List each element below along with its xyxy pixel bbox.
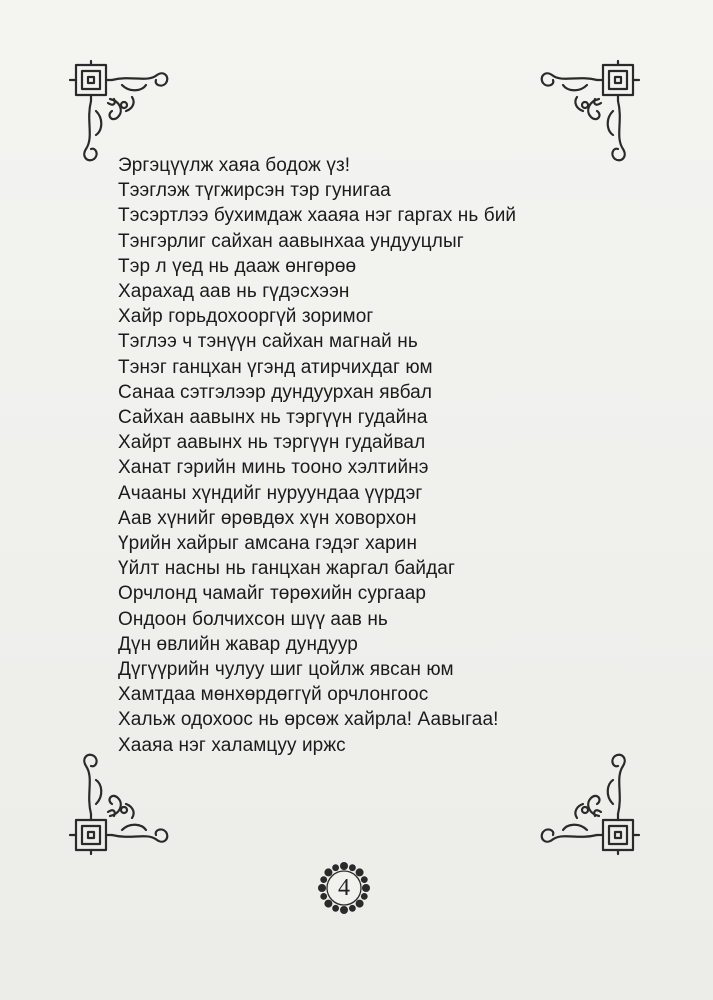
poem-line: Үйлт насны нь ганцхан жаргал байдаг — [118, 558, 455, 580]
page-number: 4 — [338, 875, 350, 901]
poem-line: Тэсэртлээ бухимдаж хааяа нэг гаргах нь бий — [118, 205, 517, 227]
poem-line: Орчлонд чамайг төрөхийн сургаар — [118, 583, 427, 605]
poem-line: Тэглээ ч тэнүүн сайхан магнай нь — [118, 331, 418, 353]
poem-line: Санаа сэтгэлээр дундуурхан явбал — [118, 381, 433, 403]
poem-line: Сайхан аавынх нь тэргүүн гудайна — [118, 407, 428, 429]
poem-line: Ондоон болчихсон шүү аав нь — [118, 608, 388, 630]
poem-line: Хамтдаа мөнхөрдөггүй орчлонгоос — [118, 684, 429, 706]
poem-line: Харахад аав нь гүдэсхээн — [118, 281, 350, 303]
poem-line: Ханат гэрийн минь тооно хэлтийнэ — [118, 457, 429, 479]
ornament-bottom-left — [62, 740, 182, 860]
poem-line: Дүн өвлийн жавар дундуур — [118, 633, 358, 655]
poem-line: Хайр горьдохооргүй зоримог — [118, 306, 374, 328]
poem-line: Хальж одохоос нь өрсөж хайрла! Аавыгаа! — [118, 709, 499, 731]
poem-line: Тэр л үед нь дааж өнгөрөө — [118, 255, 357, 277]
poem-line: Тэнэг ганцхан үгэнд атирчихдаг юм — [118, 356, 433, 378]
poem-text — [118, 153, 588, 758]
poem-line: Аав хүнийг өрөвдөх хүн ховорхон — [118, 507, 417, 529]
poem-line: Дүгүүрийн чулуу шиг цойлж явсан юм — [118, 659, 454, 681]
poem-line: Хааяа нэг халамцуу иржс — [118, 734, 346, 756]
page-number-badge — [316, 860, 372, 916]
poem-line: Хайрт аавынх нь тэргүүн гудайвал — [118, 432, 426, 454]
poem-line: Тээглэж түгжирсэн тэр гунигаа — [118, 180, 391, 202]
ornament-bottom-right — [527, 740, 647, 860]
poem-line: Тэнгэрлиг сайхан аавынхаа ундууцлыг — [118, 230, 464, 252]
poem-line: Үрийн хайрыг амсана гэдэг харин — [118, 533, 418, 555]
poem-line: Ачааны хүндийг нуруундаа үүрдэг — [118, 482, 423, 504]
poem-line: Эргэцүүлж хаяа бодож үз! — [118, 155, 351, 176]
